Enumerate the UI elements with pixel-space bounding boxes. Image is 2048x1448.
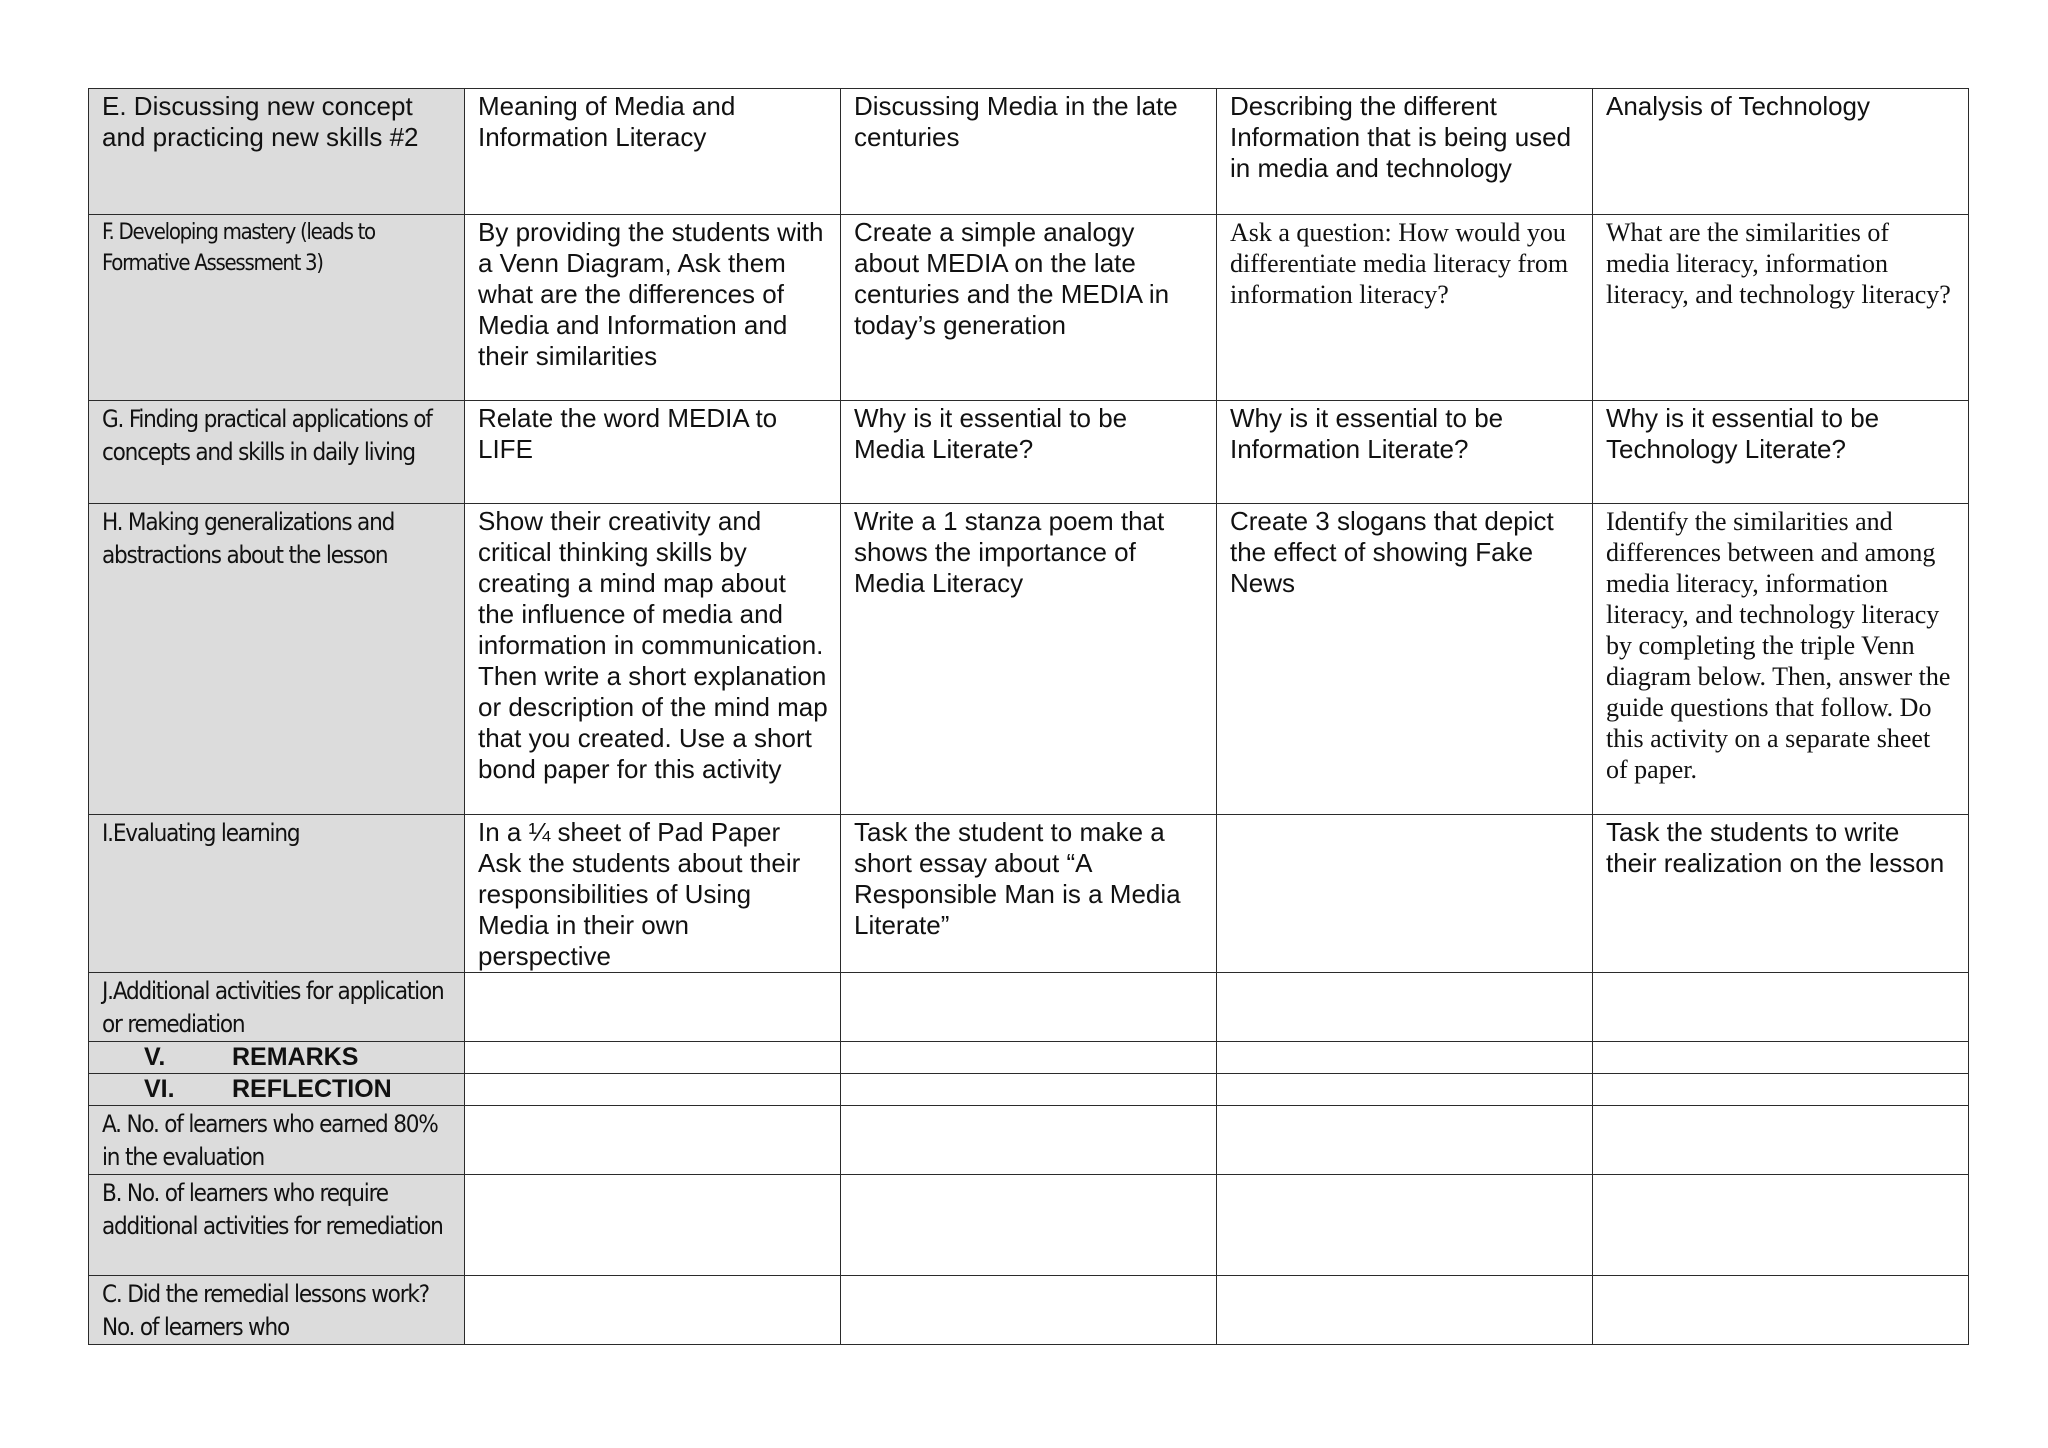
section-number: V. — [144, 1043, 166, 1071]
row-label: G. Finding practical applications of concepts and skills in daily living — [89, 401, 465, 504]
table-cell: By providing the students with a Venn Diagram, Ask them what are the differences of Media and Information and their similarities — [465, 215, 841, 401]
table-cell — [841, 1074, 1217, 1106]
table-cell — [465, 1042, 841, 1074]
table-cell — [841, 1042, 1217, 1074]
table-cell — [1593, 973, 1969, 1042]
row-label: E. Discussing new concept and practicing new skills #2 — [89, 89, 465, 215]
table-cell: Analysis of Technology — [1593, 89, 1969, 215]
table-cell: Task the students to write their realization on the lesson — [1593, 815, 1969, 973]
table-cell — [1593, 1276, 1969, 1345]
table-cell: Write a 1 stanza poem that shows the importance of Media Literacy — [841, 504, 1217, 815]
section-row-reflection — [89, 1074, 1969, 1106]
row-label: H. Making generalizations and abstractions about the lesson — [89, 504, 465, 815]
table-cell — [1217, 1175, 1593, 1276]
table-cell — [1593, 1042, 1969, 1074]
table-row — [89, 815, 1969, 973]
section-row-remarks — [89, 1042, 1969, 1074]
table-cell — [841, 1106, 1217, 1175]
table-cell: Describing the different Information that is being used in media and technology — [1217, 89, 1593, 215]
table-row — [89, 973, 1969, 1042]
section-title: REMARKS — [232, 1043, 359, 1071]
table-cell — [1593, 1175, 1969, 1276]
table-cell — [1217, 1042, 1593, 1074]
table-row — [89, 1175, 1969, 1276]
table-row — [89, 1106, 1969, 1175]
table-row — [89, 401, 1969, 504]
row-label: J.Additional activities for application or remediation — [89, 973, 465, 1042]
table-cell — [465, 973, 841, 1042]
table-row — [89, 1276, 1969, 1345]
row-label: C. Did the remedial lessons work? No. of learners who — [89, 1276, 465, 1345]
table-row — [89, 504, 1969, 815]
row-label: F. Developing mastery (leads to Formative Assessment 3) — [89, 215, 465, 401]
table-cell: Why is it essential to be Technology Literate? — [1593, 401, 1969, 504]
section-heading — [89, 1074, 465, 1106]
table-cell — [465, 1074, 841, 1106]
section-number: VI. — [144, 1075, 175, 1103]
table-cell: Task the student to make a short essay about “A Responsible Man is a Media Literate” — [841, 815, 1217, 973]
table-cell — [1593, 1106, 1969, 1175]
table-cell: Discussing Media in the late centuries — [841, 89, 1217, 215]
section-heading — [89, 1042, 465, 1074]
table-cell: Meaning of Media and Information Literacy — [465, 89, 841, 215]
table-cell — [1593, 1074, 1969, 1106]
table-cell — [1217, 1276, 1593, 1345]
table-row — [89, 215, 1969, 401]
table-cell: Show their creativity and critical thinking skills by creating a mind map about the influence of media and information in communication. Then write a short explanation or description of the mind map that you created. Use a short bond paper for this activity — [465, 504, 841, 815]
table-cell: Ask a question: How would you differentiate media literacy from information literacy? — [1217, 215, 1593, 401]
table-cell: Why is it essential to be Information Literate? — [1217, 401, 1593, 504]
table-cell — [841, 1175, 1217, 1276]
table-cell — [1217, 1074, 1593, 1106]
table-cell — [465, 1106, 841, 1175]
row-label: I.Evaluating learning — [89, 815, 465, 973]
table-cell: Relate the word MEDIA to LIFE — [465, 401, 841, 504]
table-cell: Why is it essential to be Media Literate? — [841, 401, 1217, 504]
table-cell: Identify the similarities and differences between and among media literacy, information literacy, and technology literacy by completing the triple Venn diagram below. Then, answer the guide questions that follow. Do this activity on a separate sheet of paper. — [1593, 504, 1969, 815]
lesson-plan-table — [88, 88, 1969, 1345]
table-cell — [1217, 815, 1593, 973]
table-cell — [1217, 1106, 1593, 1175]
table-cell: Create a simple analogy about MEDIA on the late centuries and the MEDIA in today’s generation — [841, 215, 1217, 401]
table-cell: Create 3 slogans that depict the effect of showing Fake News — [1217, 504, 1593, 815]
table-cell: What are the similarities of media literacy, information literacy, and technology literacy? — [1593, 215, 1969, 401]
section-title: REFLECTION — [232, 1075, 392, 1103]
row-label: A. No. of learners who earned 80% in the evaluation — [89, 1106, 465, 1175]
table-cell — [841, 1276, 1217, 1345]
row-label: B. No. of learners who require additional activities for remediation — [89, 1175, 465, 1276]
table-cell — [465, 1276, 841, 1345]
table-cell: In a ¼ sheet of Pad Paper Ask the students about their responsibilities of Using Media in their own perspective — [465, 815, 841, 973]
table-cell — [841, 973, 1217, 1042]
table-cell — [465, 1175, 841, 1276]
table-cell — [1217, 973, 1593, 1042]
table-row — [89, 89, 1969, 215]
